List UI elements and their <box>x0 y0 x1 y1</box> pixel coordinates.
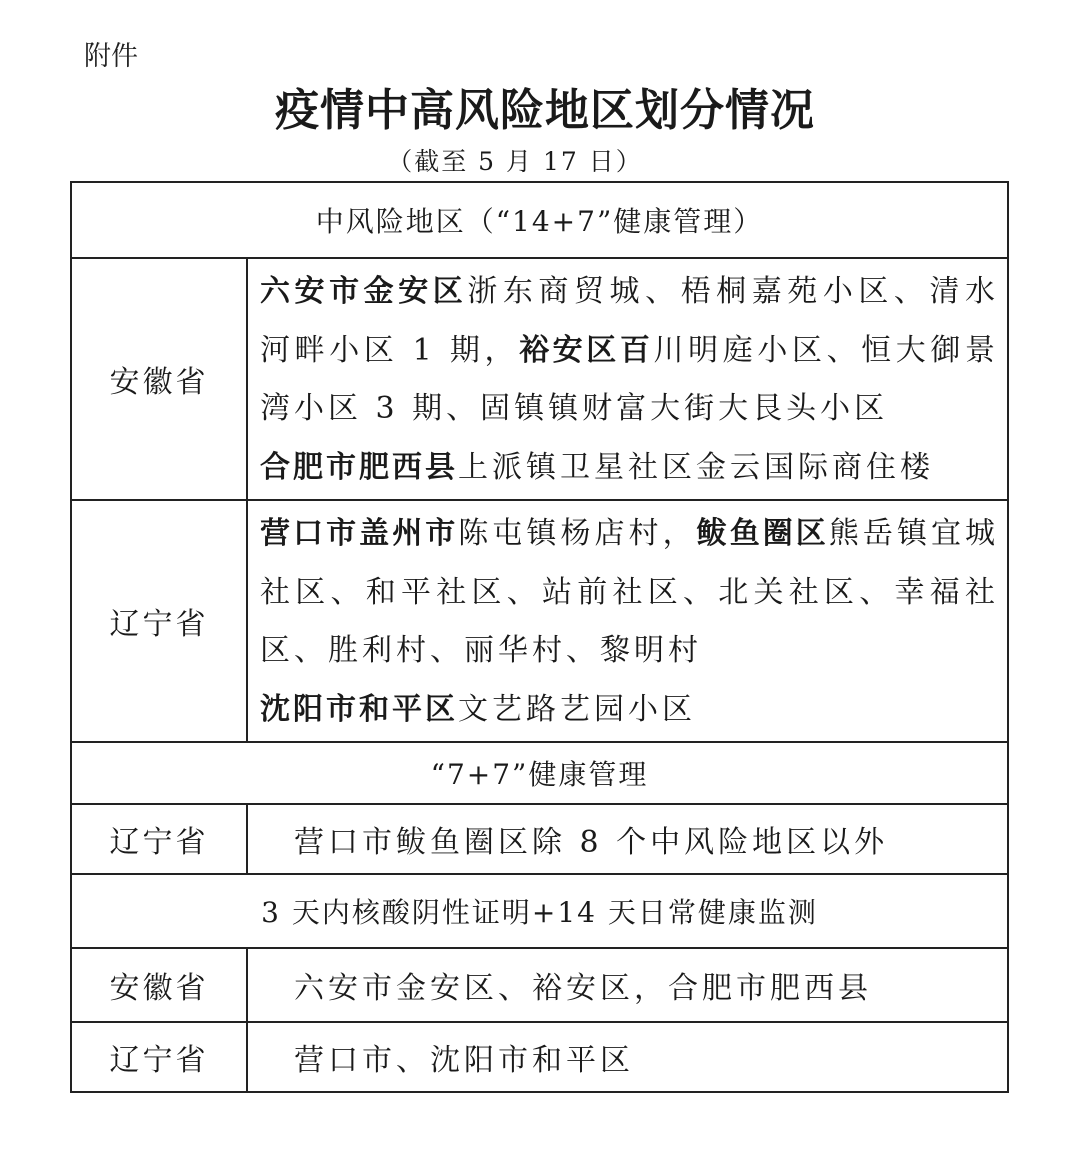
area-detail: 陈屯镇杨店村， <box>458 516 697 551</box>
area-entry <box>260 263 999 439</box>
risk-area-table <box>70 181 1009 1093</box>
section-heading-monitoring: 3 天内核酸阴性证明+14 天日常健康监测 <box>71 874 1008 948</box>
area-district: 六安市金安区 <box>260 274 468 309</box>
area-district: 鲅鱼圈区 <box>696 516 829 551</box>
section-heading-7-7: “7+7”健康管理 <box>71 742 1008 804</box>
province-cell: 辽宁省 <box>71 500 247 742</box>
area-detail: 文艺路艺园小区 <box>458 691 696 727</box>
area-entry <box>260 681 999 740</box>
province-cell: 辽宁省 <box>71 1022 247 1092</box>
province-cell: 安徽省 <box>71 948 247 1022</box>
area-detail: 浙东商贸城、梧桐嘉苑小区、清水河畔小区 1 期， <box>260 274 1000 368</box>
attachment-label: 附件 <box>84 41 138 72</box>
table-row <box>71 258 1008 500</box>
area-district: 裕安区百 <box>519 332 654 368</box>
section-heading-medium-risk: 中风险地区（“14+7”健康管理） <box>71 182 1008 258</box>
area-cell: 营口市、沈阳市和平区 <box>247 1022 1008 1092</box>
area-detail: 川明庭小区、恒大御景湾小区 3 期、固镇镇财富大街大艮头小区 <box>260 332 1000 426</box>
section-header-row <box>71 742 1008 804</box>
area-district: 营口市盖州市 <box>260 516 459 551</box>
area-detail: 上派镇卫星社区金云国际商住楼 <box>458 449 934 485</box>
area-cell <box>247 500 1008 742</box>
table-row <box>71 500 1008 742</box>
area-entry <box>260 439 999 498</box>
section-header-row <box>71 182 1008 258</box>
province-cell: 安徽省 <box>71 258 247 500</box>
table-row <box>71 948 1008 1022</box>
table-row <box>71 1022 1008 1092</box>
section-header-row <box>71 874 1008 948</box>
page-title: 疫情中高风险地区划分情况 <box>275 85 815 136</box>
area-district: 沈阳市和平区 <box>260 691 458 727</box>
area-district: 合肥市肥西县 <box>260 449 458 485</box>
table-row <box>71 804 1008 874</box>
area-cell: 营口市鲅鱼圈区除 8 个中风险地区以外 <box>247 804 1008 874</box>
area-detail: 熊岳镇宜城社区、和平社区、站前社区、北关社区、幸福社区、胜利村、丽华村、黎明村 <box>260 516 1000 668</box>
province-cell: 辽宁省 <box>71 804 247 874</box>
area-cell: 六安市金安区、裕安区，合肥市肥西县 <box>247 948 1008 1022</box>
area-cell <box>247 258 1008 500</box>
area-entry <box>260 505 999 681</box>
date-note: （截至 5 月 17 日） <box>387 147 643 176</box>
